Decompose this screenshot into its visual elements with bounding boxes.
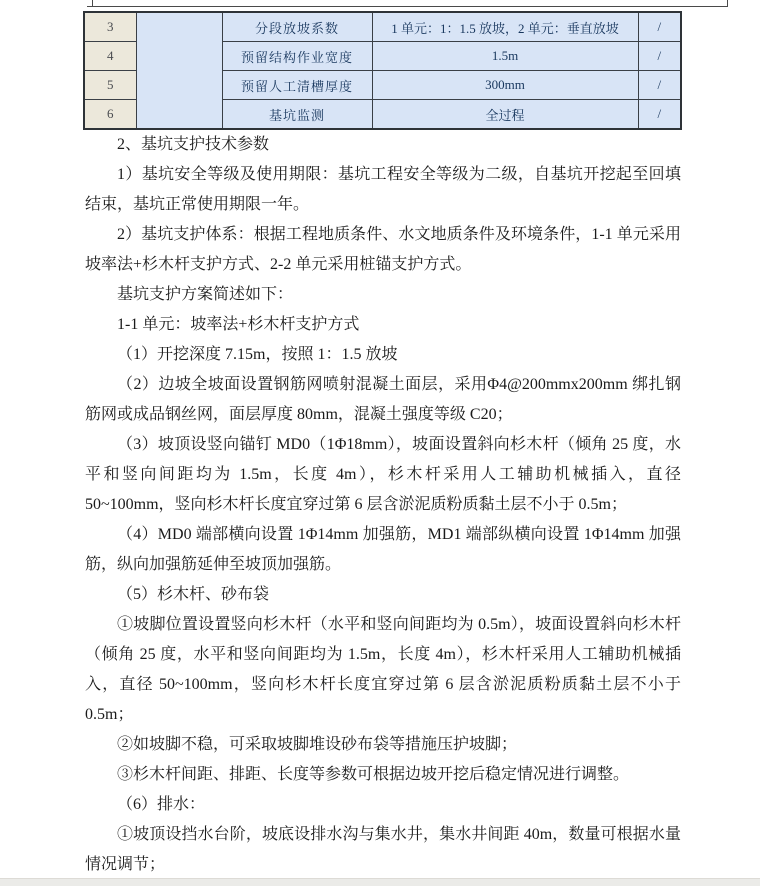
note-cell: / bbox=[638, 12, 681, 42]
doc-paragraph: ①坡脚位置设置竖向杉木杆（水平和竖向间距均为 0.5m），坡面设置斜向杉木杆（倾角 25 度，水平和竖向间距均为 1.5m，长度 4m），杉木杆采用人工辅助机械插入，直径 50~100mm，竖向杉木杆长度宜穿过第 6 层含淤泥质粉质黏土层不小于 0.5m； bbox=[85, 616, 681, 723]
doc-paragraph: 1）基坑安全等级及使用期限：基坑工程安全等级为二级，自基坑开挖起至回填结束，基坑正常使用期限一年。 bbox=[85, 166, 681, 213]
table-row bbox=[84, 12, 681, 42]
row-number-cell: 3 bbox=[84, 12, 136, 42]
category-merged-cell bbox=[136, 12, 222, 129]
parameter-value-cell: 全过程 bbox=[372, 100, 638, 130]
doc-paragraph: ②如坡脚不稳，可采取坡脚堆设砂布袋等措施压护坡脚； bbox=[117, 736, 518, 753]
row-number-cell: 4 bbox=[84, 42, 136, 71]
row-number-cell: 5 bbox=[84, 71, 136, 100]
doc-paragraph: （6）排水： bbox=[117, 796, 206, 813]
note-cell: / bbox=[638, 42, 681, 71]
parameter-value-cell: 1.5m bbox=[372, 42, 638, 71]
doc-paragraph: ③杉木杆间距、排距、长度等参数可根据边坡开挖后稳定情况进行调整。 bbox=[117, 766, 630, 783]
row-number-cell: 6 bbox=[84, 100, 136, 130]
doc-paragraph: ①坡顶设挡水台阶，坡底设排水沟与集水井，集水井间距 40m，数量可根据水量情况调节； bbox=[85, 826, 681, 873]
parameter-name-cell: 预留人工清槽厚度 bbox=[222, 71, 372, 100]
cutoff-table-border-stub bbox=[727, 0, 728, 6]
doc-paragraph: 基坑支护方案简述如下： bbox=[117, 286, 294, 303]
cutoff-table-border bbox=[87, 6, 728, 7]
doc-paragraph: 2）基坑支护体系：根据工程地质条件、水文地质条件及环境条件，1-1 单元采用坡率法+杉木杆支护方式、2-2 单元采用桩锚支护方式。 bbox=[85, 226, 681, 273]
parameter-value-cell: 1 单元：1：1.5 放坡，2 单元：垂直放坡 bbox=[372, 12, 638, 42]
doc-paragraph: （4）MD0 端部横向设置 1Φ14mm 加强筋，MD1 端部纵横向设置 1Φ14mm 加强筋，纵向加强筋延伸至坡顶加强筋。 bbox=[85, 526, 681, 573]
doc-paragraph: 1-1 单元：坡率法+杉木杆支护方式 bbox=[117, 316, 360, 333]
note-cell: / bbox=[638, 71, 681, 100]
parameter-name-cell: 基坑监测 bbox=[222, 100, 372, 130]
support-parameters-table bbox=[83, 11, 682, 130]
doc-paragraph: （5）杉木杆、砂布袋 bbox=[117, 586, 270, 603]
parameter-value-cell: 300mm bbox=[372, 71, 638, 100]
doc-paragraph: （3）坡顶设竖向锚钉 MD0（1Φ18mm），坡面设置斜向杉木杆（倾角 25 度，水平和竖向间距均为 1.5m，长度 4m），杉木杆采用人工辅助机械插入，直径 50~100mm，竖向杉木杆长度宜穿过第 6 层含淤泥质粉质黏土层不小于 0.5m； bbox=[85, 436, 681, 513]
page-bottom-edge bbox=[0, 878, 760, 886]
document-body bbox=[85, 130, 681, 880]
doc-paragraph: （1）开挖深度 7.15m，按照 1：1.5 放坡 bbox=[117, 346, 398, 363]
parameter-name-cell: 预留结构作业宽度 bbox=[222, 42, 372, 71]
doc-paragraph: （2）边坡全坡面设置钢筋网喷射混凝土面层，采用Φ4@200mmx200mm 绑扎钢筋网或成品钢丝网，面层厚度 80mm，混凝土强度等级 C20； bbox=[85, 376, 681, 423]
note-cell: / bbox=[638, 100, 681, 130]
cutoff-table-border-stub bbox=[92, 0, 93, 6]
doc-paragraph-heading: 2、基坑支护技术参数 bbox=[117, 136, 270, 153]
parameter-name-cell: 分段放坡系数 bbox=[222, 12, 372, 42]
